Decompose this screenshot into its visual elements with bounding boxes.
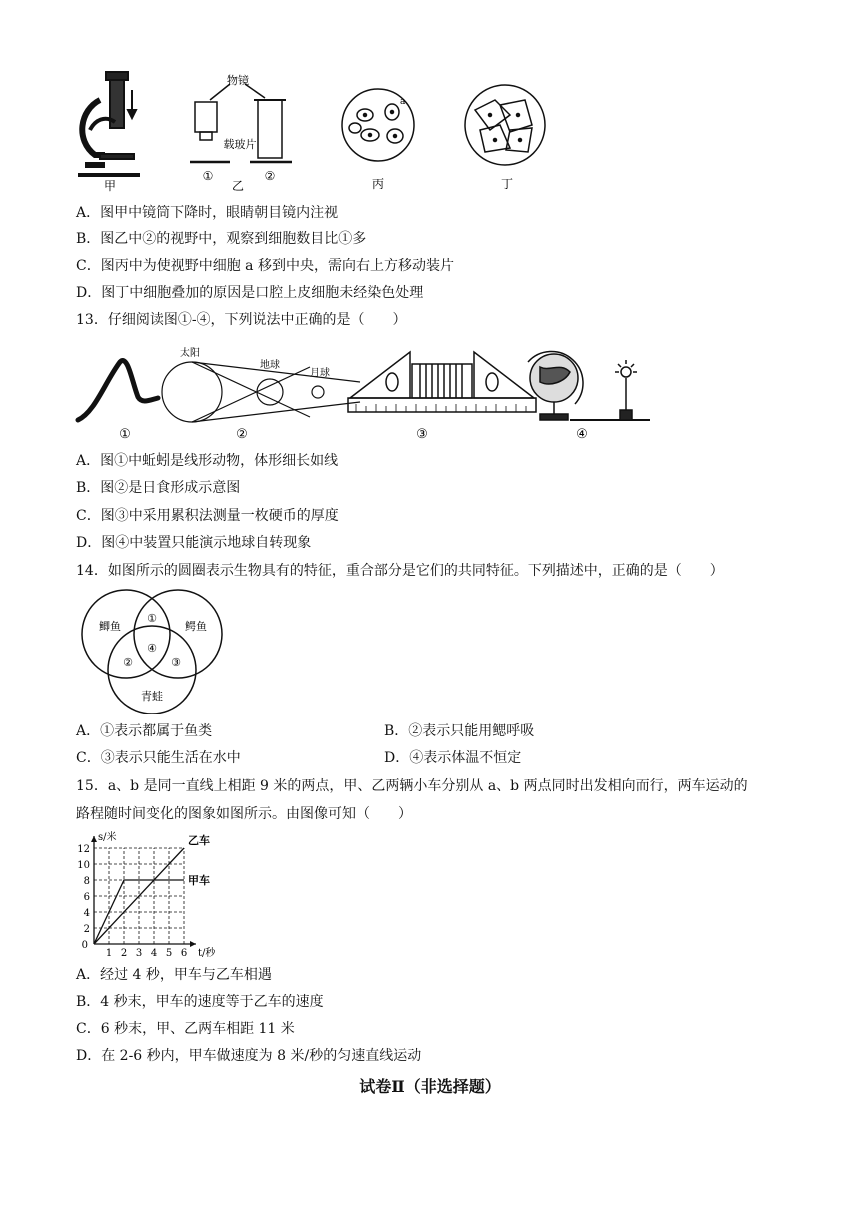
venn-label-right: 鳄鱼 [185,620,207,633]
y-axis-label: s/米 [98,832,117,843]
y-tick-label: 12 [77,844,90,855]
q12-option-c: C．图丙中为使视野中细胞 a 移到中央，需向右上方移动装片 [76,258,454,274]
venn-region-1: ① [147,612,157,625]
q13-figures [70,342,670,446]
x-axis-label: t/秒 [198,948,216,959]
label-ding: 丁 [500,177,514,191]
series-label-jia: 甲车 [188,874,210,887]
label-sun: 太阳 [180,348,200,359]
x-tick-label: 3 [135,948,143,959]
globe-figure [528,351,650,420]
q14-stem: 14．如图所示的圆圈表示生物具有的特征，重合部分是它们的共同特征。下列描述中，正确的是（ ） [76,563,724,579]
x-tick-label: 1 [105,948,113,959]
y-tick-label: 10 [77,860,90,871]
label-c3: ③ [416,427,428,442]
series-label-yi: 乙车 [188,834,210,847]
q14-option-a: A．①表示都属于鱼类 [76,723,213,739]
label-c4: ④ [576,427,588,442]
q14-option-c: C．③表示只能生活在水中 [76,750,241,766]
y-tick-label: 8 [83,876,90,887]
x-tick-label: 4 [150,948,158,959]
label-cell-a: a [400,97,406,107]
eclipse-figure [162,362,360,422]
q15-stem-line2: 路程随时间变化的图象如图所示。由图像可知（ ） [76,806,412,822]
label-n1: ① [202,169,214,183]
label-jia: 甲 [103,179,117,193]
x-tick-label: 6 [180,948,188,959]
venn-region-3: ③ [171,656,181,669]
y-tick-label: 6 [83,892,90,903]
q15-option-d: D．在 2-6 秒内，甲车做速度为 8 米/秒的匀速直线运动 [76,1048,422,1064]
label-earth: 地球 [260,360,280,371]
x-axis-arrow [190,941,196,947]
y-tick-label: 2 [83,924,90,935]
label-objective: 物镜 [227,74,249,87]
x-tick-label: 2 [120,948,128,959]
q14-option-d: D．④表示体温不恒定 [384,750,522,766]
st-chart [76,828,246,960]
q13-option-b: B．图②是日食形成示意图 [76,480,241,496]
label-n2: ② [264,169,276,183]
venn-label-bottom: 青蛙 [141,690,163,703]
q13-option-a: A．图①中蚯蚓是线形动物，体形细长如线 [76,453,339,469]
q12-option-a: A．图甲中镜筒下降时，眼睛朝目镜内注视 [76,205,339,221]
earthworm-figure [78,361,158,420]
q13-option-d: D．图④中装置只能演示地球自转现象 [76,535,312,551]
q15-option-a: A．经过 4 秒，甲车与乙车相遇 [76,967,272,983]
q15-option-c: C．6 秒末，甲、乙两车相距 11 米 [76,1021,295,1037]
view-ding-figure [465,85,545,165]
venn-region-2: ② [123,656,133,669]
y-tick-label: 4 [83,908,90,919]
q15-stem-line1: 15．a、b 是同一直线上相距 9 米的两点，甲、乙两辆小车分别从 a、b 两点同时出发相向而行，两车运动的 [76,778,748,794]
q12-option-b: B．图乙中②的视野中，观察到细胞数目比①多 [76,231,367,247]
origin-label: 0 [81,940,88,951]
x-tick-label: 5 [165,948,173,959]
venn-label-left: 鲫鱼 [99,620,121,633]
q15-option-b: B．4 秒末，甲车的速度等于乙车的速度 [76,994,324,1010]
venn-region-4: ④ [147,642,157,655]
label-c2: ② [236,427,248,442]
q13-option-c: C．图③中采用累积法测量一枚硬币的厚度 [76,508,339,524]
q14-option-b: B．②表示只能用鳃呼吸 [384,723,535,739]
y-axis-arrow [91,836,97,842]
q12-figures [70,70,560,195]
venn-diagram [74,588,234,714]
label-c1: ① [119,427,131,442]
coin-measure-figure [348,352,536,412]
label-slide: 载玻片 [223,138,257,151]
label-bing: 丙 [371,177,385,191]
q12-option-d: D．图丁中细胞叠加的原因是口腔上皮细胞未经染色处理 [76,285,424,301]
label-yi: 乙 [231,179,245,193]
label-moon: 月球 [310,368,330,379]
q13-stem: 13．仔细阅读图①-④，下列说法中正确的是（ ） [76,312,407,328]
section-title: 试卷Ⅱ（非选择题） [359,1077,501,1096]
microscope-figure [78,72,140,175]
